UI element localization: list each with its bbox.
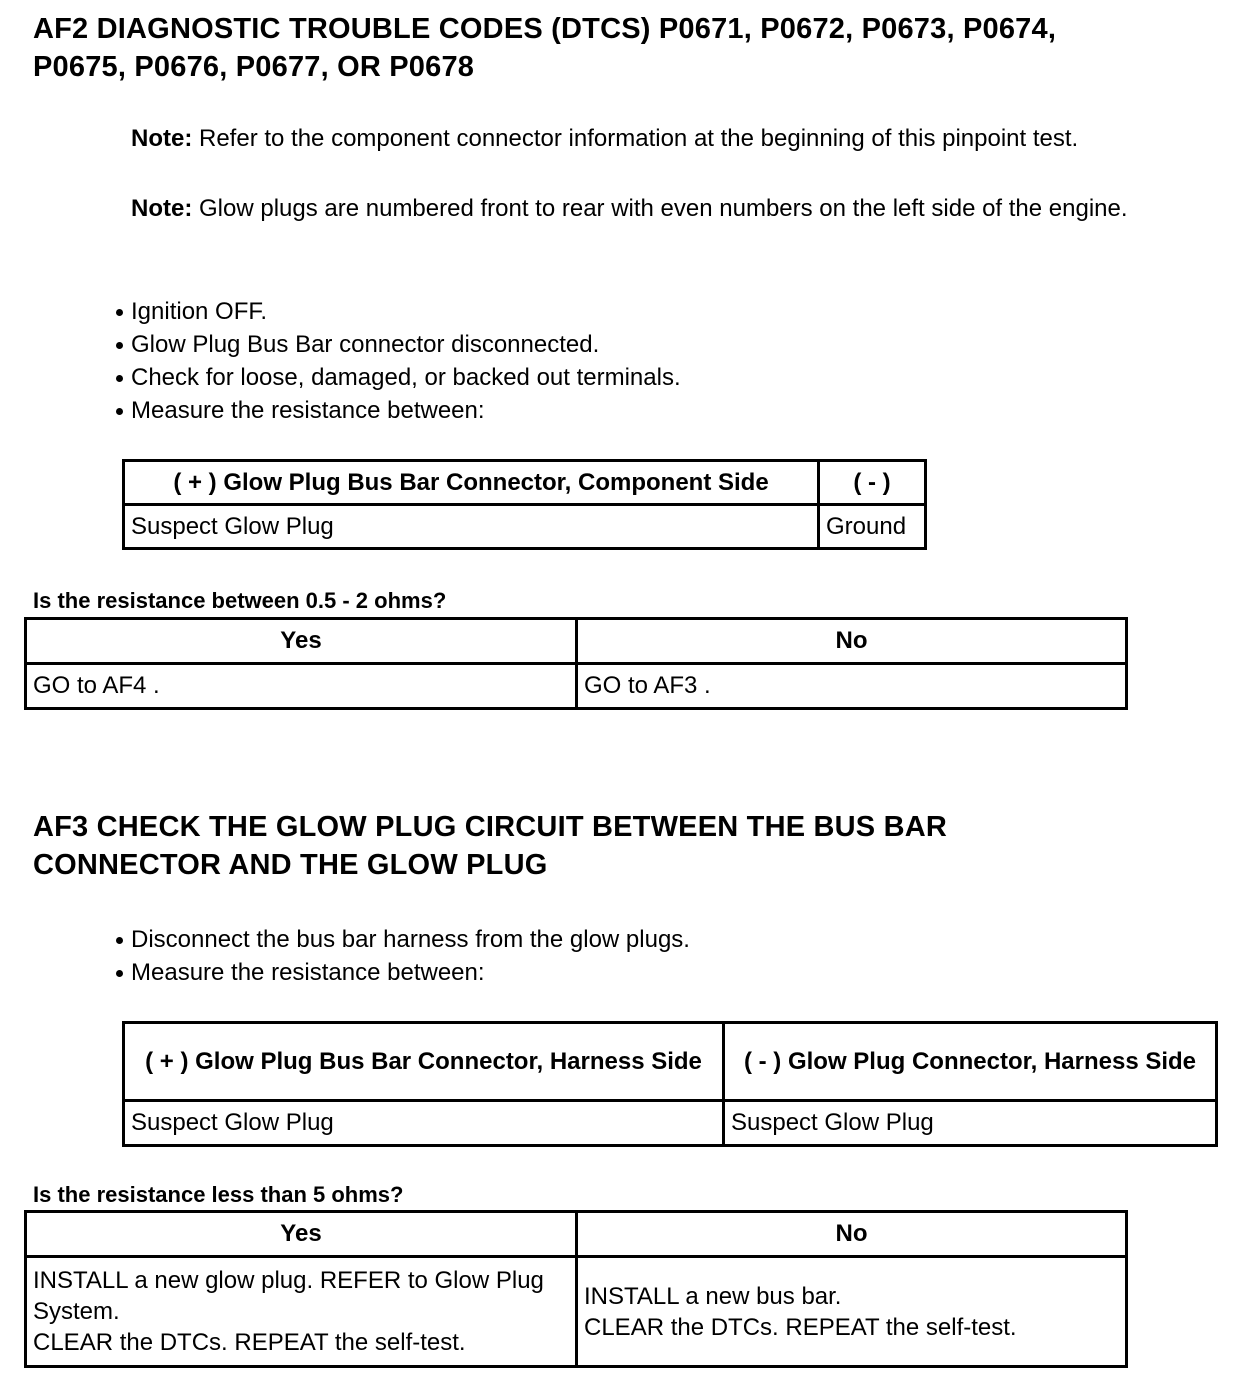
yes-action-link[interactable]: GO to AF4 . — [26, 664, 577, 709]
negative-lead-cell: Ground — [819, 505, 926, 549]
positive-lead-header: ( + ) Glow Plug Bus Bar Connector, Component Side — [124, 461, 819, 505]
step-item: Disconnect the bus bar harness from the glow plugs. — [113, 923, 690, 956]
af2-title-line2: P0675, P0676, P0677, OR P0678 — [33, 51, 475, 83]
no-action-link[interactable]: GO to AF3 . — [577, 664, 1127, 709]
yes-header: Yes — [26, 1212, 577, 1257]
af2-note-2 — [131, 193, 1191, 225]
af2-title-line1: AF2 DIAGNOSTIC TROUBLE CODES (DTCS) P0671, P0672, P0673, P0674, — [33, 13, 1057, 45]
af2-answer-table — [24, 617, 1128, 710]
af3-steps — [113, 923, 690, 989]
af2-title — [33, 10, 1056, 86]
yes-action-line: CLEAR the DTCs. REPEAT the self-test. — [33, 1329, 466, 1356]
note-text: Glow plugs are numbered front to rear with even numbers on the left side of the engine. — [192, 195, 1128, 222]
negative-lead-header: ( - ) Glow Plug Connector, Harness Side — [724, 1023, 1217, 1101]
af3-answer-table — [24, 1210, 1128, 1368]
af3-question: Is the resistance less than 5 ohms? — [33, 1182, 404, 1207]
af2-measure-table — [122, 459, 927, 550]
no-action-line: INSTALL a new bus bar. — [584, 1282, 842, 1310]
af2-steps — [113, 295, 681, 427]
af2-note-1 — [131, 123, 1221, 155]
no-header: No — [577, 619, 1127, 664]
step-item: Glow Plug Bus Bar connector disconnected. — [113, 328, 681, 361]
no-action-cell — [577, 1257, 1127, 1367]
af3-measure-table — [122, 1021, 1218, 1147]
af3-title-line2: CONNECTOR AND THE GLOW PLUG — [33, 849, 548, 881]
af3-title — [33, 808, 947, 884]
note-label: Note: — [131, 195, 193, 222]
yes-header: Yes — [26, 619, 577, 664]
negative-lead-cell: Suspect Glow Plug — [724, 1101, 1217, 1146]
yes-action-cell — [26, 1257, 577, 1367]
step-item: Ignition OFF. — [113, 295, 681, 328]
yes-action-line: INSTALL a new glow plug. REFER to Glow Plug System. — [33, 1267, 544, 1325]
positive-lead-cell: Suspect Glow Plug — [124, 1101, 724, 1146]
positive-lead-header: ( + ) Glow Plug Bus Bar Connector, Harness Side — [124, 1023, 724, 1101]
af2-question: Is the resistance between 0.5 - 2 ohms? — [33, 588, 447, 613]
step-item: Check for loose, damaged, or backed out terminals. — [113, 361, 681, 394]
no-header: No — [577, 1212, 1127, 1257]
note-text: Refer to the component connector information at the beginning of this pinpoint test. — [192, 125, 1079, 152]
positive-lead-cell: Suspect Glow Plug — [124, 505, 819, 549]
af3-title-line1: AF3 CHECK THE GLOW PLUG CIRCUIT BETWEEN THE BUS BAR — [33, 811, 948, 843]
step-item: Measure the resistance between: — [113, 956, 690, 989]
no-action-line: CLEAR the DTCs. REPEAT the self-test. — [584, 1313, 1017, 1341]
note-label: Note: — [131, 125, 193, 152]
step-item: Measure the resistance between: — [113, 394, 681, 427]
negative-lead-header: ( - ) — [819, 461, 926, 505]
